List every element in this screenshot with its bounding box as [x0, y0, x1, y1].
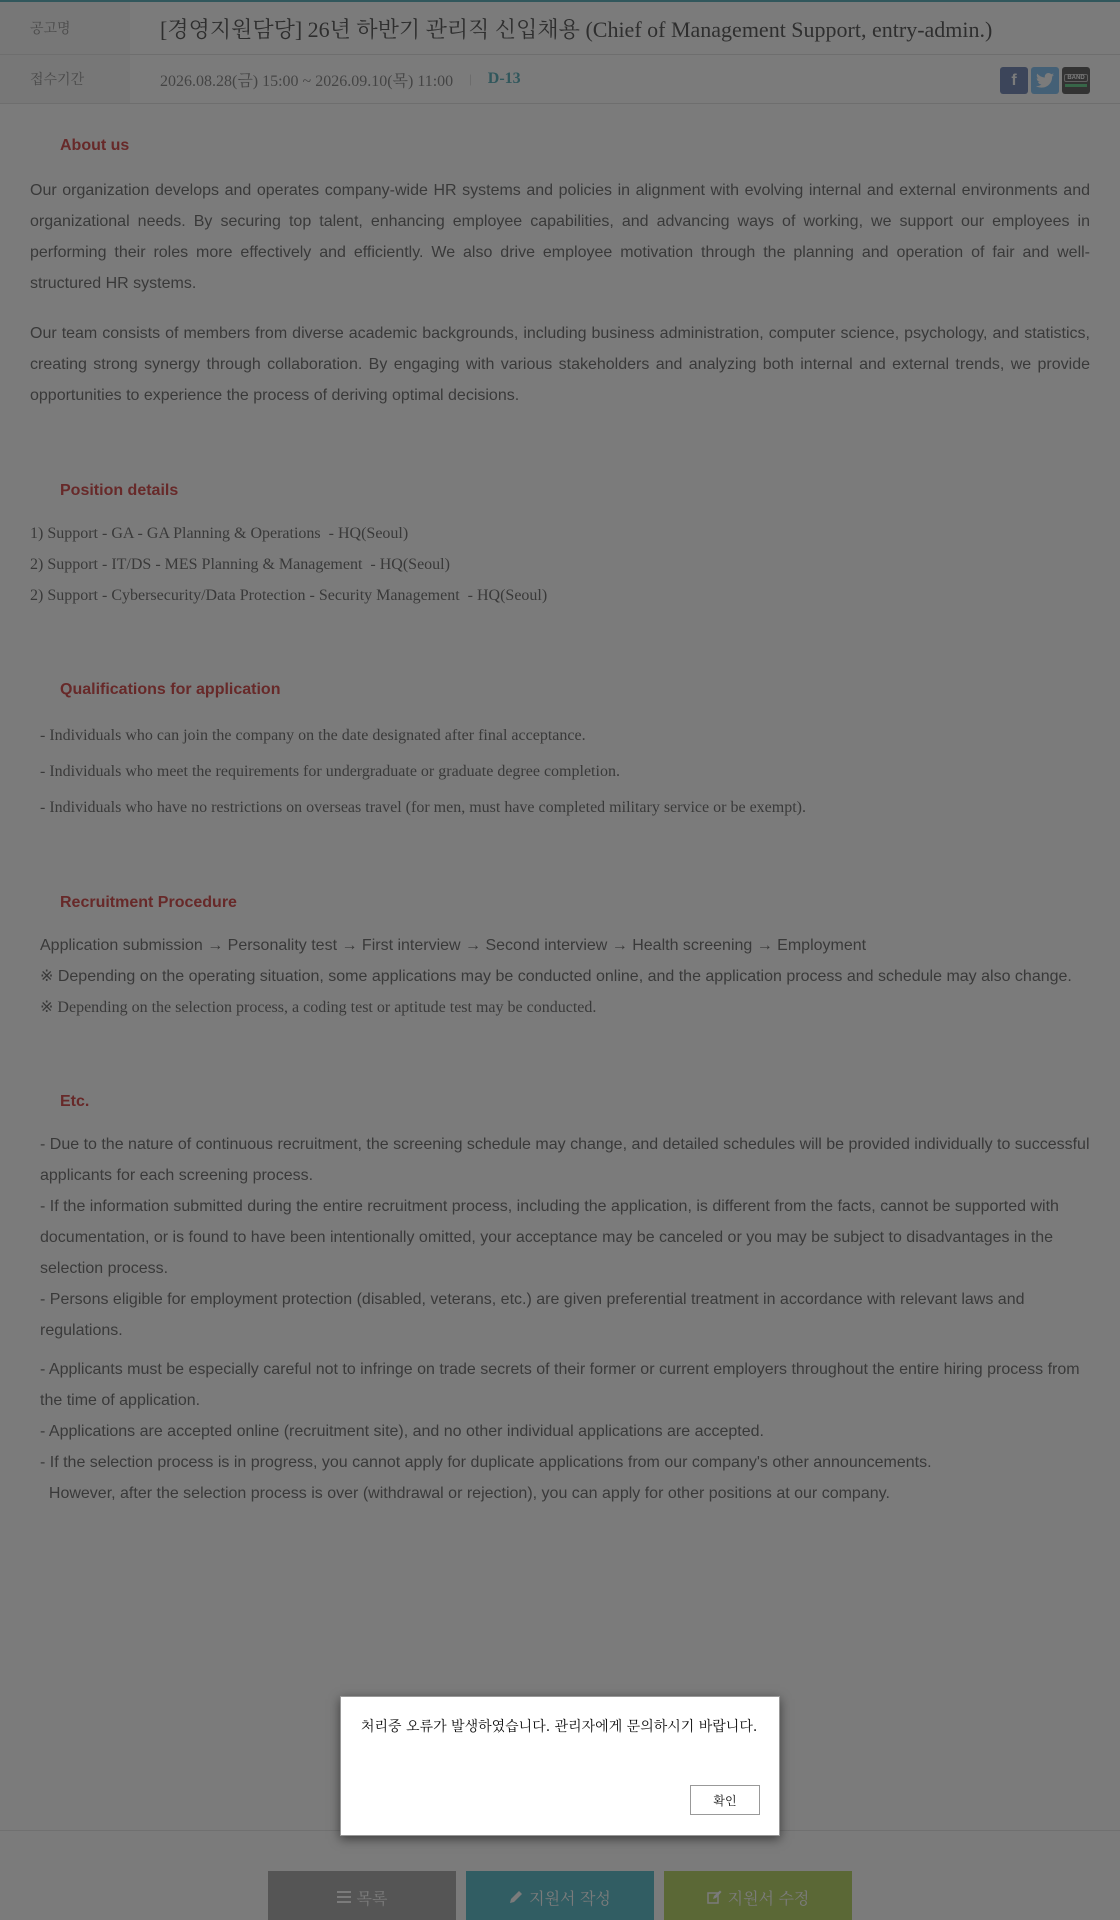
error-message: 처리중 오류가 발생하였습니다. 관리자에게 문의하시기 바랍니다. [361, 1719, 758, 1735]
error-dialog [340, 1696, 780, 1836]
confirm-button[interactable]: 확인 [690, 1785, 760, 1815]
